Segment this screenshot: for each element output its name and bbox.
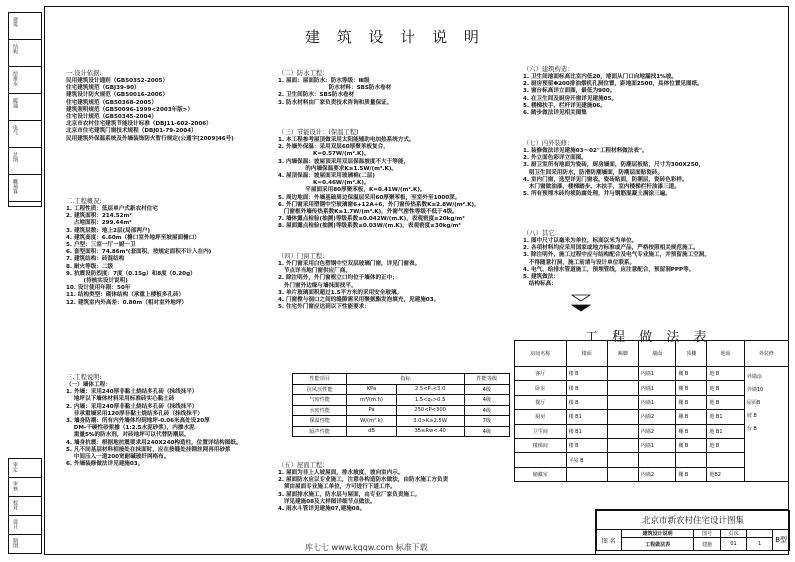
table-cell: 地B2 [707, 467, 745, 481]
table-cell [607, 367, 638, 381]
drawing-no-label: 图号 [694, 530, 720, 538]
note-line: 2. 屋面防水应以专业施工，注意各构造防水做法，由防水施工方负责 [278, 477, 449, 484]
table-cell: 4级 [464, 405, 509, 416]
approval-label: 审定 [12, 462, 18, 472]
approval-label: 制图 [12, 538, 18, 548]
note-line: 平屋面采用80厚聚苯板，K=0.41W/(m².K)。 [278, 187, 426, 194]
note-line: K=0.57W/(m².K)。 [278, 151, 370, 158]
section-heading: 一.设计依据: [66, 70, 102, 77]
drawing-name-1: 建筑设计说明 [621, 530, 694, 538]
table-cell: 隔声性能 [293, 426, 347, 437]
note-line: 3. 防水材料由厂家负责技术咨询和质量保证。 [278, 99, 393, 106]
exterior-finish-item: 坡 B [746, 413, 757, 419]
note-line: 须由屋面专业施工单位，方可进行下道工序。 [278, 484, 396, 491]
table-cell: 棚 B [676, 438, 707, 452]
discipline-label: 建筑 [12, 17, 18, 27]
note-line: 门窗框外墙传热系数K≤1.7W/(m².K)，外窗气密性等级不低于4级。 [278, 209, 458, 216]
table-row [293, 416, 510, 427]
roof-section [278, 460, 448, 513]
note-line: 2. 卫生间防水：SBS防水卷材 [278, 92, 355, 99]
table-header: 楼面 [566, 341, 607, 367]
table-cell: 250<P<300 [396, 405, 464, 416]
table-cell: 内墙1 [638, 438, 676, 452]
table-cell: 地 B [707, 395, 745, 409]
table-cell: KPa [347, 384, 396, 395]
table-cell: 平屋 B [566, 453, 607, 467]
table-cell: 内墙1 [638, 367, 676, 381]
note-line: 北京市住宅建筑门窗技术规程（DBJ01-79-2004） [66, 128, 197, 135]
note-line: 占地面积：299.44m² [66, 220, 132, 227]
note-line: 非承重墙采用120厚非黏土烧结多孔砖（抹线抹平） [66, 410, 203, 417]
table-header: 性能项目 [293, 374, 347, 385]
note-line: 6. 外墙装修做法详见建施03。 [66, 461, 144, 468]
table-header: 房间名称 [515, 341, 567, 367]
divider [9, 39, 41, 40]
section-heading: （四）门窗工程： [278, 253, 329, 260]
note-line: 8. 耐火等级：二级 [66, 263, 114, 270]
table-row [293, 395, 510, 406]
note-line: 11. 结构类型：砌体结构（承重上楼板多孔砖） [66, 292, 185, 299]
note-line: 1. 外门窗采用白色塑钢中空双层玻璃门窗，详见门窗表。 [278, 261, 421, 267]
table-cell: Pa [347, 405, 396, 416]
table-cell: 棚 B [676, 395, 707, 409]
note-line: 3. 墙身防潮：所有内外墙体均到地坪-0.06米高处设20厚 [66, 418, 210, 425]
note-line: 建筑设计防火规范（GB50016-2006） [66, 92, 169, 99]
table-row [515, 367, 789, 381]
drawing-no: 01 [720, 538, 746, 551]
table-cell: 4级 [464, 384, 509, 395]
table-cell: 楼 B1 [566, 410, 607, 424]
exterior-finish-item: 外墙涂 [746, 374, 762, 380]
note-line: 3. 厨卫室所有地面为瓷砖，厨房墙面，防潮层板贴，尺寸为300X250， [523, 162, 705, 169]
note-line: 8. 屋面露点检验(抽测)等级系数≤0.03W/(m.K)，表观密度≥30kg/m³ [278, 223, 461, 230]
exterior-finish-item: 屋面B [746, 400, 761, 406]
subsection-heading: （一）墙体工程： [66, 382, 111, 388]
table-cell [607, 395, 638, 409]
discipline-label: 概预算 [12, 179, 18, 194]
drawing-name-label: 图 名 [597, 530, 622, 551]
section-heading: （八）其它： [523, 230, 561, 237]
project-name: 北京市新农村住宅设计图集 [597, 511, 790, 530]
page-title: 建 筑 设 计 说 明 [305, 28, 485, 46]
note-line: 2. 内墙：采用240厚非黏土烧结多孔砖（抹线抹平） [66, 403, 198, 410]
note-line: 中间压入一道200宽耐碱玻纤网格布。 [66, 454, 170, 461]
table-row [293, 426, 510, 437]
table-cell: 4级 [464, 395, 509, 406]
section-heading: 三.工程说明: [66, 374, 102, 381]
discipline-label: 电气 [12, 125, 18, 135]
table-cell [607, 424, 638, 438]
divider [9, 93, 41, 94]
table-cell [676, 453, 707, 467]
table-cell: 楼 B [566, 395, 607, 409]
note-line: 6. 踏步做法详见相关图集 [523, 110, 587, 117]
table-cell [607, 453, 638, 467]
divider [9, 534, 41, 535]
sheet-label: 页次 [720, 530, 746, 538]
decoration-section [523, 138, 704, 198]
table-cell: 棚 B [676, 424, 707, 438]
note-line: 1. 图中尺寸以毫米为单位，标高以米为单位。 [523, 238, 638, 244]
project-notes-section [66, 372, 241, 468]
note-line: 1. 本工程参考屋顶做采用太阳能辅助电加热系统方式。 [278, 137, 415, 143]
note-line: DM-干硬性砂浆掺（1:2.5水泥砂浆），内掺水泥 [66, 425, 195, 432]
note-line: 防水材料：SBS防水卷材 [278, 85, 392, 92]
table-cell: 棚 B [676, 467, 707, 481]
table-cell [607, 410, 638, 424]
table-cell [707, 453, 745, 467]
table-cell: 1.5<q₁>0.5 [396, 395, 464, 406]
table-cell: dB [347, 426, 396, 437]
table-cell: 地 B [707, 381, 745, 395]
note-line: 3. 窗台标高详立面图，最低为900。 [523, 88, 616, 95]
table-cell: 内墙2 [638, 410, 676, 424]
section-heading: （二）防水工程： [278, 70, 329, 77]
note-line: 地坪以下墙体材料采用标准砖实心黏土砖 [66, 396, 175, 403]
table-cell: 抗风压性能 [293, 384, 347, 395]
discipline-label: 结构 [12, 44, 18, 54]
note-line: 1. 外墙：采用240厚非黏土烧结多孔砖（抹线抹平） [66, 389, 198, 396]
note-line: 5. 住宅外门窗应达到以下性能要求： [278, 304, 370, 311]
note-line: 详见建施08及大样图详细节点做法。 [278, 498, 376, 505]
note-line: 1. 卫生间地面标高比室内低20，地面从门口向地漏找1%坡。 [523, 74, 677, 80]
section-heading: 二.工程概况: [66, 198, 102, 205]
note-line: 3. 除注明外，施工过程中应与结构配合及电气专业施工，并预留施工空洞。 [523, 252, 710, 259]
table-cell: 厨房 [515, 410, 567, 424]
table-cell: 内墙1 [638, 381, 676, 395]
note-line: 北京市农村住宅建筑节能设计标准（DBJ11-602-2006） [66, 121, 212, 128]
doors-windows-section [278, 251, 439, 311]
table-cell: 楼 B [566, 367, 607, 381]
note-line: 10. 设计使用年限：50年 [66, 285, 131, 292]
waterproof-section [278, 68, 392, 107]
table-cell: 卫生间 [515, 424, 567, 438]
sheet-no: 1 [747, 538, 773, 551]
table-cell: 棚 B [676, 367, 707, 381]
note-line: 5. 建筑做法： [523, 274, 559, 281]
note-line: 的内墙保温要求K≤1.5W/(m².K)。 [278, 165, 398, 172]
table-cell: 保温性能 [293, 416, 347, 427]
discipline-label: 暖通 [12, 98, 18, 108]
table-header: 性能等级 [464, 374, 509, 385]
left-signature-strip [6, 6, 44, 554]
note-line: 5. 周边地面：外墙基础周边保温层采用60厚聚苯板，至室外至1000深。 [278, 194, 461, 201]
note-line: 3. 单片玻璃面积超过1.5平方米的采用安全玻璃。 [278, 289, 403, 296]
table-header: 地面 [707, 341, 745, 367]
exterior-finish-cell [744, 367, 788, 482]
note-line: (待核实设计说明) [66, 278, 128, 285]
note-line: 1. 屋面为非上人坡屋面，排水坡度，坡向室内示。 [278, 470, 404, 476]
note-line: 结构标高： [523, 281, 557, 288]
note-line: 2. 外墙外保温：采用双层60厚聚苯板复合， [278, 144, 389, 151]
note-line: 木门窗做油漆，楼梯踏步、木扶手，室内楼梯栏杆油漆三道。 [523, 184, 680, 191]
note-line: 4. 室内门窗，选型详见门窗表。瓷砖贴面，防潮层，瓷砖色彩样。 [523, 176, 688, 183]
design-basis-section [66, 68, 234, 143]
table-cell: 楼 B1 [566, 424, 607, 438]
note-line: 民用建筑外保温系统及外墙装饰防火暂行规定(公通字[2009]46号) [66, 135, 234, 142]
table-header: 踢脚 [607, 341, 638, 367]
note-line: 不得随意打洞，施工前请与设计单位联系。 [523, 259, 636, 266]
table-cell [607, 467, 638, 481]
title-block [595, 509, 789, 555]
note-line: 节点详当地门窗供应厂商。 [278, 268, 351, 275]
table-cell: 客厅 [515, 367, 567, 381]
table-cell [607, 381, 638, 395]
note-line: 明卫生间采用防水，防滑防潮墙面，防潮层面贴瓷砖。 [523, 169, 664, 176]
energy-section [278, 127, 480, 231]
table-cell: 地 B [707, 367, 745, 381]
divider [9, 120, 41, 121]
table-cell: 储藏室 [515, 467, 567, 481]
note-line: 住宅建筑规范（GBJ39-90） [66, 85, 140, 92]
note-line: 2. 外立面色彩详立面图。 [523, 155, 587, 162]
note-line: 重量5%的防水剂，对砖地坪可以代替防潮层。 [66, 432, 190, 439]
note-line: 9. 抗震设防烈度：7度（0.15g）和8度（0.20g） [66, 270, 196, 277]
drawing-no-prefix: 建施 [694, 538, 720, 551]
table-header: 顶棚 [676, 341, 707, 367]
note-line: 4. 建筑高度：6.60m（檐口室外地坪至坡屋面檐口） [66, 234, 200, 241]
note-line: 12. 建筑室内外高差：0.80m（相对室外地坪） [66, 299, 187, 306]
note-line: 4. 雨水斗管详见建施07,建施08。 [278, 506, 366, 513]
watermark: 库七七 www.kqqw.com 标准下载 [305, 543, 428, 552]
note-line: K=0.46W/(m².K)。 [278, 180, 370, 187]
table-cell: 7级 [464, 416, 509, 427]
table-header: 指标 [347, 374, 464, 385]
note-line: 5. 楼梯扶手、栏杆详见建施06。 [523, 102, 606, 109]
note-line: 民用建筑设计通则（GB50352-2005） [66, 78, 169, 84]
table-cell: 水密性能 [293, 405, 347, 416]
table-cell: 内墙1 [638, 395, 676, 409]
table-cell: 4级 [464, 426, 509, 437]
note-line: 2. 各项材料均应采用国家或地方标准或产品，严格按照相关规范施工。 [523, 245, 699, 252]
note-line: 3. 屋面排水施工，防水层与屋面，由专业厂家负责施工。 [278, 491, 421, 498]
table-cell: 3.0>K≥2.5W [396, 416, 464, 427]
note-line: 5. 户型：三室一厅一厨一卫 [66, 242, 136, 249]
note-line: 1. 屋面：屋面防水：防水等级：Ⅲ级 [278, 78, 370, 84]
discipline-box [8, 12, 42, 207]
section-heading: （六）建筑构造： [523, 66, 574, 73]
construction-section [523, 64, 703, 117]
divider [9, 553, 41, 554]
type-label: B型 [773, 530, 790, 551]
table-cell [607, 438, 638, 452]
table-cell: 地 B [707, 438, 745, 452]
note-line: 2. 厨房预留Φ200排油烟机孔洞位置，距地面2500，具体位置见图纸。 [523, 81, 703, 88]
table-cell: 棚 B [676, 410, 707, 424]
table-cell: 卧室 [515, 381, 567, 395]
discipline-label: 总图 [12, 152, 18, 162]
note-line: 7. 建筑结构：砖混结构 [66, 256, 125, 263]
project-overview-section [66, 196, 211, 307]
table-header: 外装修 [744, 341, 788, 367]
divider [9, 201, 41, 202]
table-cell [566, 467, 607, 481]
table-cell: 内墙2 [638, 424, 676, 438]
divider [9, 66, 41, 67]
note-line: 1. 装修做法详见建施03～02"工程材料做法表"。 [523, 148, 648, 154]
note-line: 4. 墙身抗震：根据地抗震要求用240X240构造柱，位置详结构图纸。 [66, 439, 242, 446]
table-cell: 棚 B [676, 381, 707, 395]
note-line: 1. 工程性质：低层单户式新农村住宅 [66, 206, 158, 212]
note-line: 外门窗外边缘与墙抹面找平。 [278, 282, 357, 289]
note-line: 5. 所有预埋木砖均须防腐处理，并与钢筋混凝土满涂三遍。 [523, 191, 671, 198]
approval-label: 设计 [12, 519, 18, 529]
table-cell: 2.5<Pₙ<3.0 [396, 384, 464, 395]
table-row [293, 405, 510, 416]
note-line: 4. 电气、给排水管道施工，预埋管线，应注意配合，预留洞PPP等。 [523, 266, 695, 273]
table-cell [515, 453, 567, 467]
approval-label: 校对 [12, 500, 18, 510]
note-line: 住宅建筑规范（GB50368-2005） [66, 99, 157, 106]
table-cell: 餐厅 [515, 395, 567, 409]
section-heading: （七）内外装修： [523, 140, 574, 147]
table-cell: m³/(m.h) [347, 395, 396, 406]
divider [9, 174, 41, 175]
divider [9, 496, 41, 497]
table-cell: 内墙2 [638, 467, 676, 481]
table-cell: W/(m².k) [347, 416, 396, 427]
window-performance-table [292, 373, 510, 437]
approval-box [8, 458, 42, 554]
table-header: 墙面 [638, 341, 676, 367]
table-cell: 地 B1 [707, 410, 745, 424]
note-line: 4. 门窗樘与洞口之间的缝隙需采用聚氨酯发泡填充，见建施03。 [278, 297, 440, 304]
note-line: 6. 套型面积：74.86m²(套面积，按规定面积不计入在内) [66, 249, 212, 256]
table-row [293, 384, 510, 395]
finish-table [514, 340, 789, 482]
drawing-name-2: 工程做法表 [621, 538, 694, 551]
note-line: 4. 在卫生间及厨房开窗详见建施05。 [523, 95, 618, 102]
table-cell: 楼梯间 [515, 438, 567, 452]
note-line: 2. 建筑面积：214.52m² [66, 213, 132, 220]
table-cell: 楼 B [566, 438, 607, 452]
approval-label: 审核 [12, 481, 18, 491]
note-line: 3. 建筑层数：地上2层(局部两户) [66, 227, 151, 234]
note-line: 2. 除注明外，外门窗框立口均位于墙体的正中； [278, 275, 398, 282]
note-line: 住宅设计规范（GB50345-2004） [66, 114, 157, 121]
divider [9, 515, 41, 516]
note-line: 6. 外门窗采用塑钢中空玻璃窗6+12A+6，外门窗传热系数K≤2.8W/(m².K)， [278, 201, 480, 208]
table-cell: 35≤Rw< 40 [396, 426, 464, 437]
divider [9, 477, 41, 478]
note-line: 5. 凡不同基层材料相接处在抹面时，应在接缝处挂钢丝网再用砂浆 [66, 446, 231, 453]
section-heading: （五）屋面工程： [278, 462, 329, 469]
note-line: 建筑照明规范（GB50096-1999<2003年版>） [66, 106, 194, 113]
divider [9, 147, 41, 148]
note-line: 3. 内墙保温：坡屋顶采用双层保温坡度不大于等能， [278, 158, 410, 165]
table-cell: 气密性能 [293, 395, 347, 406]
level-symbols [570, 292, 610, 312]
table-cell: 地 B1 [707, 424, 745, 438]
other-section [523, 228, 710, 288]
finish-table-title: 工 程 做 法 表 [585, 330, 712, 345]
note-line: 4. 屋顶保温：坡屋面采用玻璃棉(二层) [278, 173, 375, 180]
discipline-label: 给排水 [12, 71, 18, 86]
exterior-finish-item: 外墙10 [746, 387, 764, 393]
table-cell [638, 453, 676, 467]
note-line: 7. 墙体露点检验(抽测)等级系数≤0.042W/(m.K)，表观密度≥20kg/m³ [278, 216, 465, 223]
table-cell: 楼 B [566, 381, 607, 395]
exterior-finish-item: 台 B [746, 426, 757, 432]
section-heading: （三）节能设计：(保温工程) [278, 129, 359, 136]
